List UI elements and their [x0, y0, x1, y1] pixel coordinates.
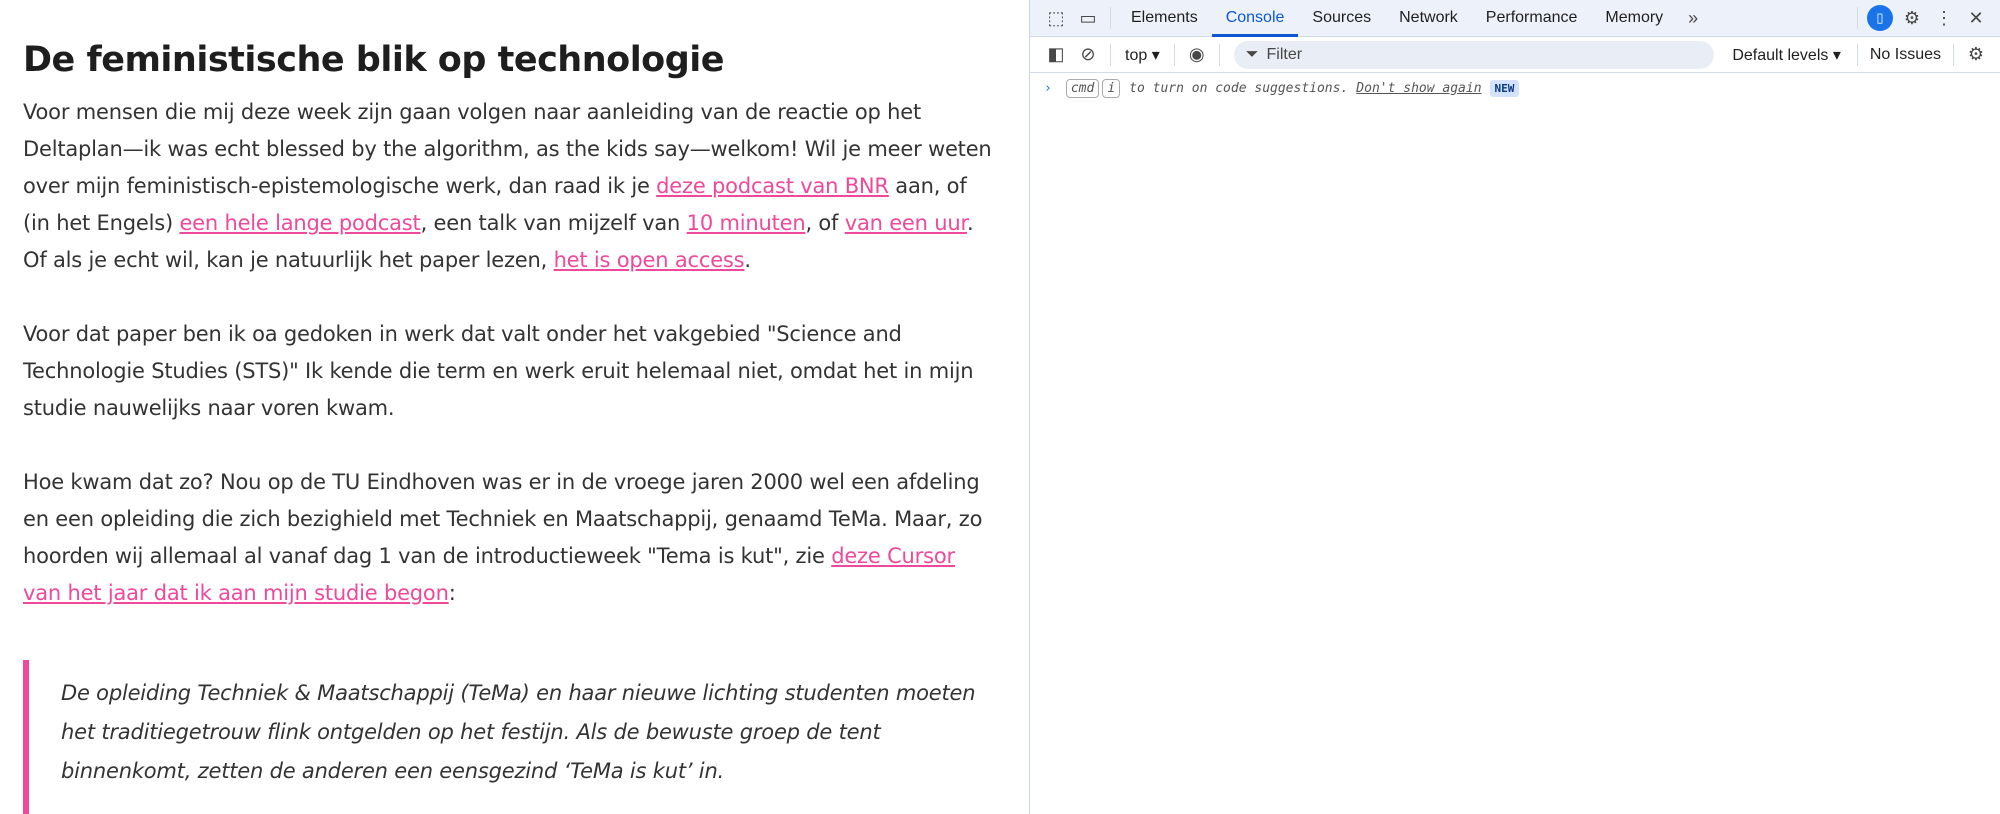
- suggestion-text: to turn on code suggestions.: [1129, 81, 1349, 96]
- more-options-icon[interactable]: ⋮: [1935, 7, 1953, 28]
- dont-show-again-link[interactable]: Don't show again: [1356, 81, 1482, 96]
- link-bnr-podcast[interactable]: deze podcast van BNR: [656, 174, 889, 198]
- clear-console-icon[interactable]: ⊘: [1080, 44, 1096, 64]
- key-cmd: cmd: [1066, 79, 1099, 98]
- live-expression-eye-icon[interactable]: ◉: [1188, 44, 1205, 64]
- prompt-chevron-icon: ›: [1044, 81, 1052, 96]
- more-tabs-icon[interactable]: »: [1688, 7, 1699, 28]
- tab-sources[interactable]: Sources: [1312, 9, 1372, 26]
- tab-elements[interactable]: Elements: [1131, 9, 1198, 26]
- link-one-hour[interactable]: van een uur: [844, 211, 967, 235]
- divider: [1857, 7, 1858, 29]
- tab-performance[interactable]: Performance: [1485, 9, 1578, 26]
- filter-icon: ⏷: [1245, 45, 1259, 63]
- key-i: i: [1102, 79, 1120, 98]
- new-badge: NEW: [1490, 80, 1520, 97]
- filter-input[interactable]: ⏷ Filter: [1234, 41, 1715, 69]
- divider: [1110, 44, 1111, 66]
- console-toolbar: [1030, 37, 2000, 73]
- context-selector[interactable]: top ▾: [1125, 46, 1160, 64]
- tab-memory[interactable]: Memory: [1605, 9, 1664, 26]
- divider: [1110, 7, 1111, 29]
- inspect-element-icon[interactable]: ⬚: [1047, 7, 1065, 28]
- ai-assistance-icon[interactable]: ▯: [1864, 2, 1896, 34]
- sidebar-toggle-icon[interactable]: ◧: [1047, 44, 1065, 64]
- issues-button[interactable]: No Issues: [1869, 45, 1941, 63]
- devtools-panel: [1029, 0, 2000, 814]
- link-10-minutes[interactable]: 10 minuten: [686, 211, 806, 235]
- device-toolbar-icon[interactable]: ▭: [1079, 7, 1097, 28]
- log-levels-dropdown[interactable]: Default levels ▾: [1732, 46, 1841, 64]
- tab-console[interactable]: Console: [1212, 0, 1299, 37]
- divider: [1953, 44, 1954, 66]
- link-long-podcast[interactable]: een hele lange podcast: [179, 211, 421, 235]
- divider: [1857, 44, 1858, 66]
- divider: [1174, 44, 1175, 66]
- divider: [1219, 44, 1220, 66]
- tab-network[interactable]: Network: [1399, 9, 1458, 26]
- settings-gear-icon[interactable]: ⚙: [1903, 7, 1921, 28]
- console-settings-gear-icon[interactable]: ⚙: [1967, 44, 1985, 64]
- devtools-tabbar: [1030, 0, 2000, 37]
- link-cursor[interactable]: deze Cursor van het jaar dat ik aan mijn studie begon: [23, 544, 955, 605]
- console-prompt-line: [1030, 73, 2000, 98]
- blockquote: De opleiding Techniek & Maatschappij (TeMa) en haar nieuwe lichting studenten moeten het traditiegetrouw flink ontgelden op het festijn. Als de bewuste groep de tent binnenkomt, zetten de anderen een eensgezind ‘TeMa is kut’ in.: [23, 660, 999, 814]
- article-title: De feministische blik op technologie: [23, 40, 725, 80]
- paragraph-1: Voor mensen die mij deze week zijn gaan volgen naar aanleiding van de reactie op het Deltaplan—ik was echt blessed by the algorithm, as the kids say—welkom! Wil je meer weten over mijn feministisch-epistemologische werk, dan raad ik je deze podcast van BNR aan, of (in het Engels) een hele lange podcast, een talk van mijzelf van 10 minuten, of van een uur. Of als je echt wil, kan je natuurlijk het paper lezen, het is open access.: [23, 100, 992, 272]
- close-icon[interactable]: ✕: [1968, 7, 1984, 28]
- paragraph-3: Hoe kwam dat zo? Nou op de TU Eindhoven was er in de vroege jaren 2000 wel een afdeling en een opleiding die zich bezighield met Techniek en Maatschappij, genaamd TeMa. Maar, zo hoorden wij allemaal al vanaf dag 1 van de introductieweek "Tema is kut", zie deze Cursor van het jaar dat ik aan mijn studie begon:: [23, 470, 983, 605]
- paragraph-2: Voor dat paper ben ik oa gedoken in werk dat valt onder het vakgebied "Science and Technologie Studies (STS)" Ik kende die term en werk eruit helemaal niet, omdat het in mijn studie nauwelijks naar voren kwam.: [23, 322, 974, 420]
- link-open-access[interactable]: het is open access: [553, 248, 745, 272]
